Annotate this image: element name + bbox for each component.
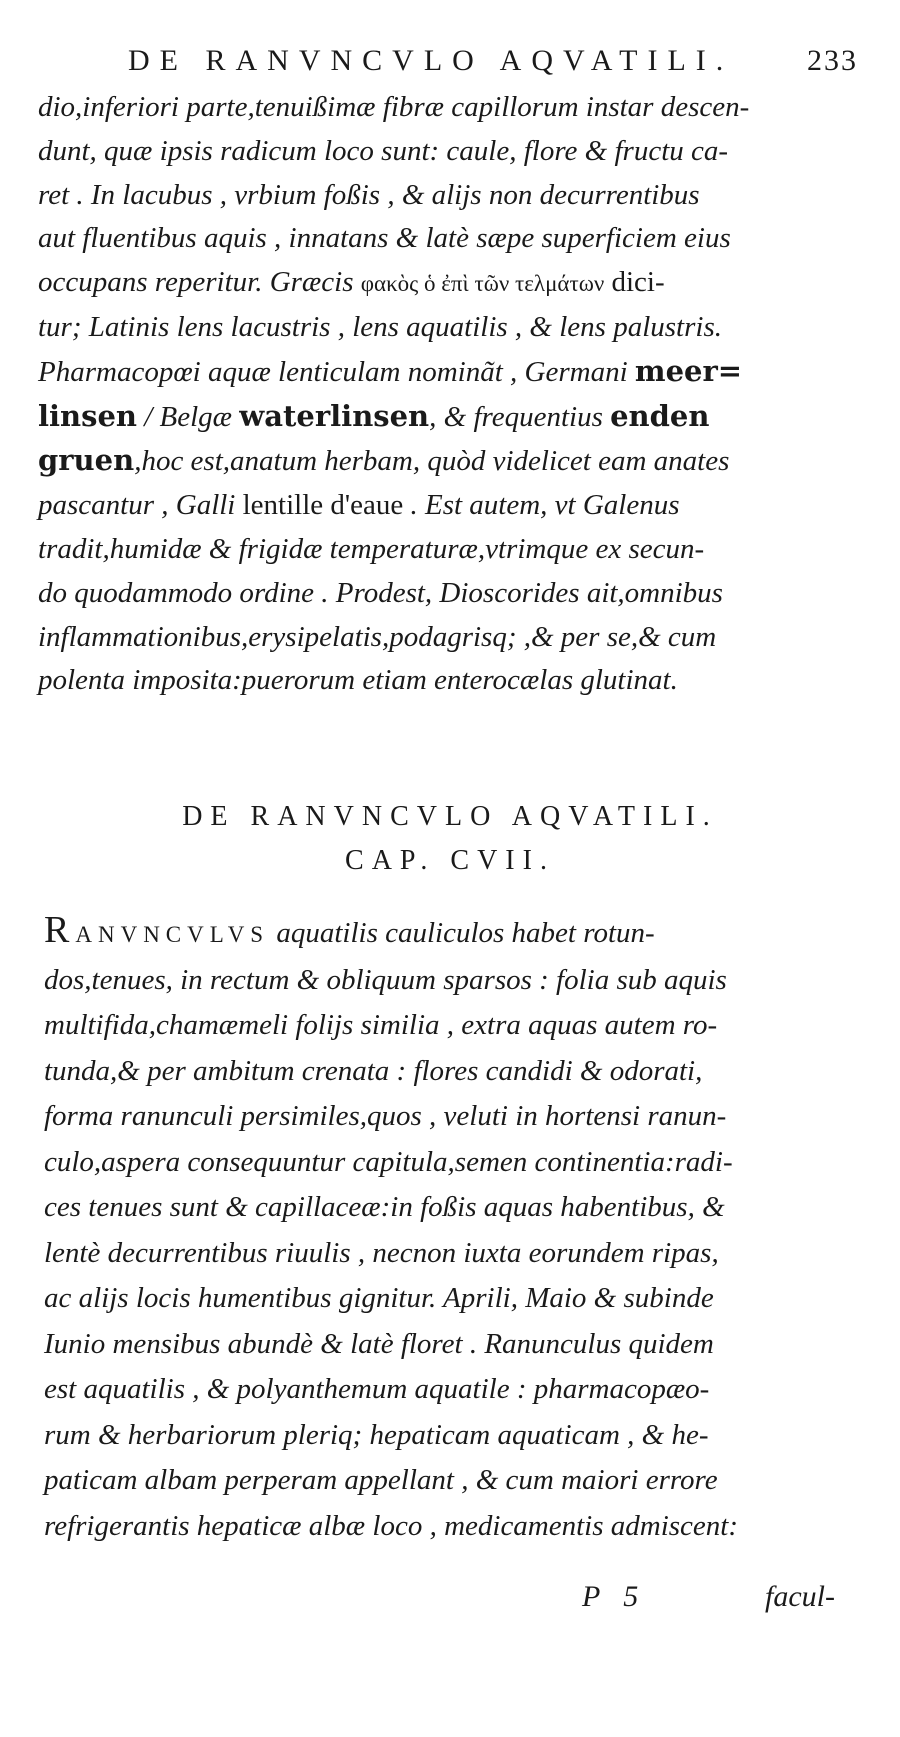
initial-letter: R <box>44 909 76 951</box>
text-line: dunt, quæ ipsis radicum loco sunt: caule, flore & fructu ca- <box>38 134 729 167</box>
text-line: inflammationibus,erysipelatis,podagrisq; ,& per se,& cum <box>38 620 717 653</box>
text-line: aut fluentibus aquis , innatans & latè sæpe superficiem eius <box>38 222 731 255</box>
french-word: lentille d'eaue <box>242 489 404 522</box>
text-fragment: Pharmacopœi aquæ lenticulam nominãt , Germani <box>38 355 628 388</box>
catchword: facul- <box>765 1580 835 1613</box>
text-fragment: / Belgæ <box>144 400 233 433</box>
running-head <box>128 44 858 78</box>
german-word: meer= <box>634 353 743 388</box>
page-number: 233 <box>807 44 858 77</box>
text-line: ret . In lacubus , vrbium foßis , & alijs non decurrentibus <box>38 178 700 211</box>
chapter-opening-word <box>44 909 270 951</box>
text-fragment: dici- <box>611 266 665 299</box>
text-line <box>38 395 858 440</box>
text-line: est aquatilis , & polyanthemum aquatile : pharmacopæo- <box>44 1373 710 1405</box>
chapter-text <box>44 908 864 1549</box>
page-footer <box>0 1580 900 1624</box>
text-line: ces tenues sunt & capillaceæ:in foßis aquas habentibus, & <box>44 1191 725 1223</box>
dutch-word: gruen <box>38 443 135 478</box>
text-fragment: aquatilis cauliculos habet rotun- <box>276 917 655 949</box>
text-line: ac alijs locis humentibus gignitur. Aprili, Maio & subinde <box>44 1282 714 1314</box>
text-line: refrigerantis hepaticæ albæ loco , medicamentis admiscent: <box>44 1509 739 1542</box>
smallcaps-letters: ANVNCVLVS <box>75 922 270 947</box>
text-line: paticam albam perperam appellant , & cum maiori errore <box>44 1464 718 1496</box>
chapter-title: DE RANVNCVLO AQVATILI. <box>182 801 718 832</box>
continuation-text <box>38 86 858 703</box>
text-line: polenta imposita:puerorum etiam enterocælas glutinat. <box>38 664 678 697</box>
greek-phrase: φακὸς ὁ ἐπὶ τῶν τελμάτων <box>360 271 605 297</box>
running-head-title: DE RANVNCVLO AQVATILI. <box>128 44 734 77</box>
text-line: culo,aspera consequuntur capitula,semen continentia:radi- <box>44 1145 733 1178</box>
text-line: tradit,humidæ & frigidæ temperaturæ,vtrimque ex secun- <box>38 532 705 565</box>
text-line: tunda,& per ambitum crenata : flores candidi & odorati, <box>44 1054 703 1087</box>
text-fragment: ,hoc est,anatum herbam, quòd videlicet eam anates <box>134 445 730 478</box>
text-line: dos,tenues, in rectum & obliquum sparsos : folia sub aquis <box>44 963 727 996</box>
signature-mark: P 5 <box>582 1580 647 1613</box>
german-word: linsen <box>38 398 137 433</box>
text-line: forma ranunculi persimiles,quos , veluti in hortensi ranun- <box>44 1100 727 1132</box>
text-fragment: occupans reperitur. Græcis <box>38 266 354 299</box>
chapter-number: CAP. CVII. <box>345 845 555 876</box>
text-line <box>38 484 858 528</box>
text-line <box>38 439 858 484</box>
text-line: lentè decurrentibus riuulis , necnon iuxta eorundem ripas, <box>44 1236 719 1269</box>
text-fragment: pascantur , Galli <box>38 489 236 522</box>
text-line: multifida,chamæmeli folijs similia , extra aquas autem ro- <box>44 1009 718 1041</box>
chapter-heading <box>0 795 900 883</box>
text-line: tur; Latinis lens lacustris , lens aquatilis , & lens palustris. <box>38 310 722 343</box>
dutch-word: waterlinsen <box>239 398 430 433</box>
dutch-word: enden <box>610 398 710 433</box>
text-line: do quodammodo ordine . Prodest, Dioscorides ait,omnibus <box>38 576 723 609</box>
text-fragment: , & frequentius <box>429 400 603 433</box>
text-line <box>38 261 858 306</box>
text-fragment: . Est autem, vt Galenus <box>410 489 680 522</box>
text-line: dio,inferiori parte,tenuißimæ fibræ capillorum instar descen- <box>38 91 750 123</box>
text-line: rum & herbariorum pleriq; hepaticam aquaticam , & he- <box>44 1418 709 1451</box>
text-line <box>44 908 864 958</box>
text-line: Iunio mensibus abundè & latè floret . Ranunculus quidem <box>44 1327 714 1360</box>
text-line <box>38 350 858 395</box>
